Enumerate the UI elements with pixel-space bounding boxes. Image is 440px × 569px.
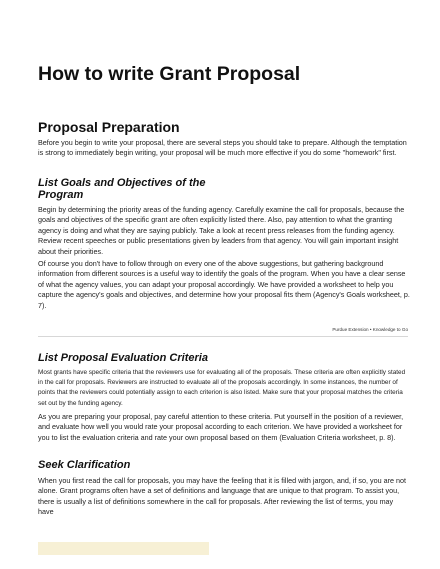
criteria-paragraph-1: Most grants have specific criteria that the reviewers use for evaluating all of the proposals. These criteria are often explicitly stated in the call for proposals. Reviewers are instructed to evaluate all of the proposals accordingly. In some instances, the number of points that the reviewers could potentially assign to each criterion is also listed. Make sure that your proposal matches the criteria set out by the funding agency. xyxy=(38,369,406,407)
intro-paragraph: Before you begin to write your proposal, there are several steps you should take to prepare. Although the temptation is strong to immediately begin writing, your proposal will be much more effective if you do some "homework" first. xyxy=(38,138,407,158)
criteria-heading: List Proposal Evaluation Criteria xyxy=(38,352,208,364)
highlight-bar xyxy=(38,542,209,555)
page-footer: Purdue Extension • Knowledge to Go xyxy=(332,327,408,332)
page-title: How to write Grant Proposal xyxy=(38,63,301,85)
criteria-paragraph-2: As you are preparing your proposal, pay careful attention to these criteria. Put yourself in the position of a reviewer, and evaluate how well you would rate your proposal according to each criterion. We have provided a worksheet for you to list the evaluation criteria and rate your own proposal based on them (Evaluation Criteria worksheet, p. 8). xyxy=(38,412,404,442)
goals-paragraph-2: Of course you don't have to follow through on every one of the above suggestions, but gathering background information from different sources is a useful way to identify the goals of the program. When you have a clear sense of what the agency values, you can adapt your proposal accordingly. We have provided a worksheet to help you capture the agency's goals and objectives, and determine how your proposal fits them (Agency's Goals worksheet, p. 7). xyxy=(38,259,410,310)
goals-heading: List Goals and Objectives of the Program xyxy=(38,177,206,201)
goals-paragraph-1: Begin by determining the priority areas of the funding agency. Carefully examine the call for proposals, because the goals and objectives of the specific grant are often explicitly listed there. Also, pay attention to what the granting agency is doing and what they are saying publicly. Take a look at recent press releases from the funding agency. Review recent speeches or public presentations given by leaders from that agency. You will gain important insight about their priorities. xyxy=(38,205,405,256)
section-heading-proposal-preparation: Proposal Preparation xyxy=(38,119,180,135)
footer-divider xyxy=(38,336,408,337)
clarification-heading: Seek Clarification xyxy=(38,459,131,471)
clarification-paragraph: When you first read the call for proposals, you may have the feeling that it is filled with jargon, and, if so, you are not alone. Grant programs often have a set of definitions and language that are unique to that program. To assist you, there is usually a list of definitions somewhere in the call for proposals. After reviewing the list of terms, you may have xyxy=(38,476,406,517)
